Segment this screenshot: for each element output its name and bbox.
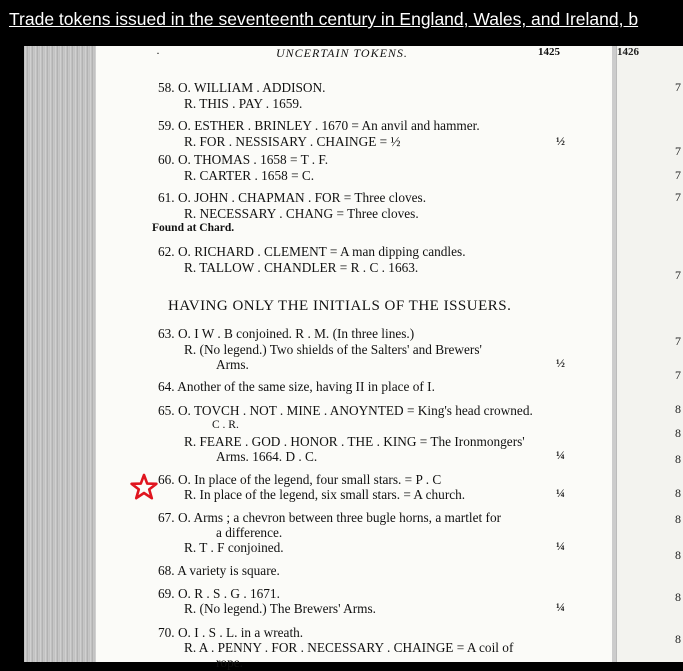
margin-mark: 8	[675, 548, 681, 562]
entry-65-reverse-cont: Arms. 1664. D . C.	[216, 449, 318, 464]
margin-mark: 8	[675, 486, 681, 500]
entry-67-obverse-cont: a difference.	[216, 525, 283, 540]
entry-58-obverse: 58. O. WILLIAM . ADDISON.	[158, 80, 326, 95]
header-dot: ·	[156, 46, 160, 60]
next-scanned-page	[616, 46, 683, 662]
margin-mark: 8	[675, 426, 681, 440]
entry-58-reverse: R. THIS . PAY . 1659.	[184, 96, 303, 111]
entry-60-obverse: 60. O. THOMAS . 1658 = T . F.	[158, 152, 329, 167]
entry-59-reverse: R. FOR . NESSISARY . CHAINGE = ½	[184, 134, 401, 149]
margin-mark: 8	[675, 632, 681, 646]
page-running-header: UNCERTAIN TOKENS.	[276, 46, 408, 60]
entry-65-obverse: 65. O. TOVCH . NOT . MINE . ANOYNTED = King's head crowned.	[158, 403, 533, 418]
entry-66-reverse: R. In place of the legend, six small stars. = A church.	[184, 487, 466, 502]
margin-mark: 7	[675, 80, 681, 94]
entry-69-reverse: R. (No legend.) The Brewers' Arms.	[184, 601, 376, 616]
margin-mark: 7	[675, 334, 681, 348]
scanned-page	[96, 46, 616, 670]
entry-70-reverse-cont: rope.	[216, 655, 243, 670]
document-title-link[interactable]: Trade tokens issued in the seventeenth century in England, Wales, and Ireland, b	[9, 9, 639, 29]
entry-67-obverse: 67. O. Arms ; a chevron between three bugle horns, a martlet for	[158, 510, 502, 525]
entry-65-obverse-field: C . R.	[212, 419, 239, 431]
section-heading: HAVING ONLY THE INITIALS OF THE ISSUERS.	[168, 298, 512, 314]
margin-mark: 8	[675, 590, 681, 604]
entry-64-text: 64. Another of the same size, having II in place of I.	[158, 379, 435, 394]
entry-68-text: 68. A variety is square.	[158, 563, 280, 578]
margin-mark: 7	[675, 144, 681, 158]
entry-69-obverse: 69. O. R . S . G . 1671.	[158, 586, 280, 601]
window-title-bar	[0, 0, 682, 36]
entry-63-value: ½	[556, 356, 565, 370]
entry-61-findspot: Found at Chard.	[152, 222, 235, 234]
margin-mark: 7	[675, 368, 681, 382]
entry-67-value: ¼	[556, 539, 565, 553]
entry-69-value: ¼	[556, 600, 565, 614]
star-marker-icon	[130, 473, 158, 501]
entry-66-obverse: 66. O. In place of the legend, four small stars. = P . C	[158, 472, 442, 487]
entry-63-reverse-cont: Arms.	[216, 357, 249, 372]
entry-62-obverse: 62. O. RICHARD . CLEMENT = A man dipping candles.	[158, 244, 466, 259]
margin-mark: 8	[675, 452, 681, 466]
entry-62-reverse: R. TALLOW . CHANDLER = R . C . 1663.	[184, 260, 419, 275]
margin-mark: 7	[675, 268, 681, 282]
entry-70-obverse: 70. O. I . S . L. in a wreath.	[158, 625, 304, 640]
entry-60-reverse: R. CARTER . 1658 = C.	[184, 168, 315, 183]
scan-binding-gutter	[24, 46, 96, 662]
entry-63-obverse: 63. O. I W . B conjoined. R . M. (In three lines.)	[158, 326, 415, 341]
entry-65-reverse: R. FEARE . GOD . HONOR . THE . KING = The Ironmongers'	[184, 434, 525, 449]
margin-mark: 8	[675, 402, 681, 416]
entry-66-value: ¼	[556, 486, 565, 500]
margin-mark: 7	[675, 168, 681, 182]
entry-67-reverse: R. T . F conjoined.	[184, 540, 284, 555]
entry-63-reverse: R. (No legend.) Two shields of the Salters' and Brewers'	[184, 342, 482, 357]
entry-65-value: ¼	[556, 448, 565, 462]
entry-70-reverse: R. A . PENNY . FOR . NECESSARY . CHAINGE = A coil of	[184, 640, 514, 655]
entry-61-obverse: 61. O. JOHN . CHAPMAN . FOR = Three cloves.	[158, 190, 427, 205]
entry-61-reverse: R. NECESSARY . CHANG = Three cloves.	[184, 206, 419, 221]
margin-mark: 7	[675, 190, 681, 204]
next-page-number: 1426	[617, 46, 639, 58]
entry-59-obverse: 59. O. ESTHER . BRINLEY . 1670 = An anvil and hammer.	[158, 118, 480, 133]
margin-mark: 8	[675, 512, 681, 526]
page-number: 1425	[538, 46, 560, 58]
entry-59-value: ½	[556, 134, 565, 148]
